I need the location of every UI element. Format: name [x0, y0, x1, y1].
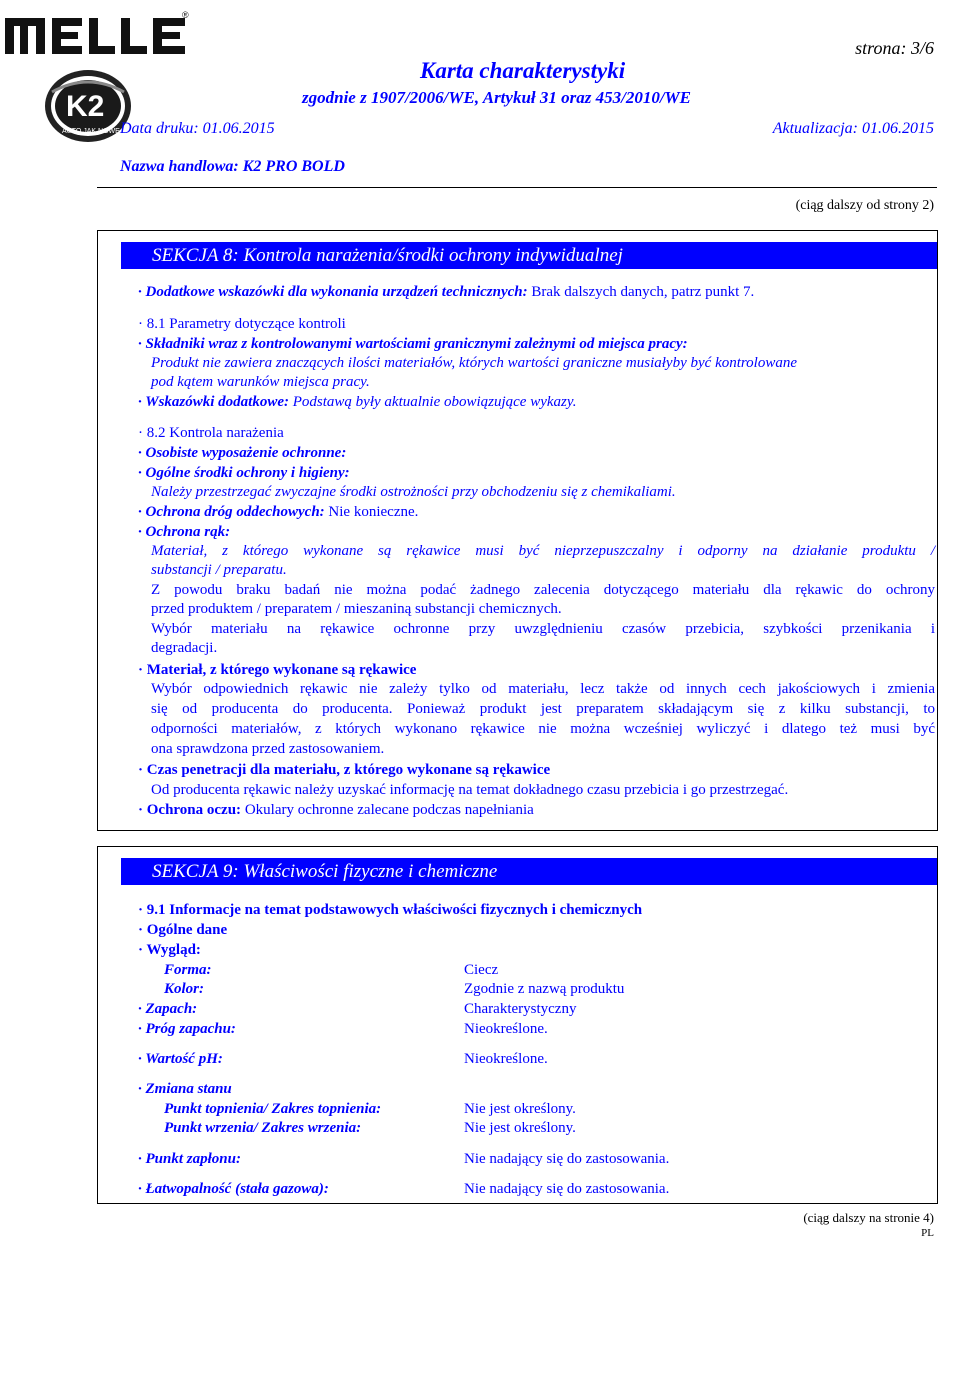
section-9-heading: SEKCJA 9: Właściwości fizyczne i chemiczne [121, 858, 937, 885]
penetration-time-text: Od producenta rękawic należy uzyskać informację na temat dokładnego czasu przebicia i go przestrzegać. [151, 782, 789, 798]
general-data-label: · Ogólne dane [138, 922, 228, 938]
hand-protection-text-5: Wybór materiału na rękawice ochronne przy uwzględnieniu czasów przebicia, szybkości przenikania i [151, 621, 935, 637]
flash-point-label: · Punkt zapłonu: [138, 1151, 241, 1167]
subsection-8-1-title: · 8.1 Parametry dotyczące kontroli [138, 316, 346, 332]
odor-threshold-value: Nieokreślone. [464, 1021, 548, 1037]
penetration-time-label: · Czas penetracji dla materiału, z którego wykonane są rękawice [138, 762, 551, 778]
boiling-point-value: Nie jest określony. [464, 1120, 576, 1136]
melting-point-label: Punkt topnienia/ Zakres topnienia: [164, 1101, 382, 1117]
continued-to-note: (ciąg dalszy na stronie 4) [803, 1210, 934, 1225]
odor-threshold-label: · Próg zapachu: [138, 1021, 236, 1037]
odor-value: Charakterystyczny [464, 1001, 577, 1017]
color-label: Kolor: [164, 981, 205, 997]
components-label: · Składniki wraz z kontrolowanymi wartościami granicznymi zależnymi od miejsca pracy: [138, 336, 688, 352]
document-title: Karta charakterystyki [420, 58, 626, 83]
regulation-reference: zgodnie z 1907/2006/WE, Artykuł 31 oraz 453/2010/WE [302, 88, 692, 107]
hand-protection-text-2: substancji / preparatu. [151, 562, 287, 578]
subsection-8-2-title: · 8.2 Kontrola narażenia [138, 425, 284, 441]
hand-protection-text-3: Z powodu braku badań nie można podać żadnego zalecenia dotyczącego materiału dla rękawic do ochrony [151, 582, 935, 598]
eye-protection-value: Okulary ochronne zalecane podczas napełniania [241, 802, 534, 818]
section-9-box [97, 846, 938, 1204]
logo-tagline: AUTO JAK NOWE [62, 128, 120, 135]
melting-point-value: Nie jest określony. [464, 1101, 576, 1117]
section-8-heading: SEKCJA 8: Kontrola narażenia/środki ochrony indywidualnej [121, 242, 937, 269]
additional-hints-label: · Wskazówki dodatkowe: [138, 394, 289, 410]
technical-hints [138, 284, 754, 301]
eye-protection-label: · Ochrona oczu: [138, 802, 242, 818]
appearance-label: · Wygląd: [138, 942, 201, 958]
respiratory-value: Nie konieczne. [324, 504, 419, 520]
hand-protection-text-1: Materiał, z którego wykonane są rękawice musi być nieprzepuszczalny i odporny na działanie produktu / [151, 543, 935, 559]
odor-label: · Zapach: [138, 1001, 198, 1017]
trade-name: Nazwa handlowa: K2 PRO BOLD [120, 158, 345, 175]
page-number: strona: 3/6 [855, 38, 934, 58]
section-8-box [97, 230, 938, 831]
continued-from-note: (ciąg dalszy od strony 2) [795, 198, 934, 213]
hand-protection-label: · Ochrona rąk: [138, 524, 231, 540]
general-hygiene-text: Należy przestrzegać zwyczajne środki ostrożności przy obchodzeniu się z chemikaliami. [151, 484, 676, 500]
flash-point-value: Nie nadający się do zastosowania. [464, 1151, 670, 1167]
glove-material-text-1: Wybór odpowiednich rękawic nie zależy tylko od materiału, lecz także od innych cech jakościowych i zmienia [151, 681, 935, 697]
update-date: Aktualizacja: 01.06.2015 [772, 120, 934, 137]
form-label: Forma: [164, 962, 212, 978]
flammability-value: Nie nadający się do zastosowania. [464, 1181, 670, 1197]
technical-hints-value: Brak dalszych danych, patrz punkt 7. [527, 284, 755, 300]
header-divider [97, 187, 937, 188]
respiratory-protection [138, 504, 418, 521]
eye-protection [138, 802, 534, 819]
ppe-label: · Osobiste wyposażenie ochronne: [138, 445, 347, 461]
k2-mark: K2 [66, 90, 105, 123]
general-hygiene-label: · Ogólne środki ochrony i higieny: [138, 465, 350, 481]
form-value: Ciecz [464, 962, 499, 978]
registered-mark: ® [182, 10, 189, 20]
additional-hints [138, 394, 576, 411]
glove-material-text-4: ona sprawdzona przed zastosowaniem. [151, 741, 385, 757]
respiratory-label: · Ochrona dróg oddechowych: [138, 504, 325, 520]
language-code: PL [921, 1227, 934, 1239]
components-text-2: pod kątem warunków miejsca pracy. [151, 374, 370, 390]
hand-protection-text-6: degradacji. [151, 640, 218, 656]
additional-hints-value: Podstawą były aktualnie obowiązujące wykazy. [289, 394, 577, 410]
flammability-label: · Łatwopalność (stała gazowa): [138, 1181, 329, 1197]
subsection-9-1-title: · 9.1 Informacje na temat podstawowych właściwości fizycznych i chemicznych [138, 902, 643, 918]
state-change-label: · Zmiana stanu [138, 1081, 232, 1097]
ph-value: Nieokreślone. [464, 1051, 548, 1067]
glove-material-text-2: się od producenta do producenta. Ponieważ produkt jest preparatem składającym się z kilku substancji, to [151, 701, 935, 717]
boiling-point-label: Punkt wrzenia/ Zakres wrzenia: [164, 1120, 362, 1136]
technical-hints-label: · Dodatkowe wskazówki dla wykonania urządzeń technicznych: [138, 284, 528, 300]
ph-label: · Wartość pH: [138, 1051, 223, 1067]
glove-material-text-3: odporności materiałów, z których wykonano rękawice nie można wcześniej wyliczyć i dlatego też musi być [151, 721, 935, 737]
glove-material-label: · Materiał, z którego wykonane są rękawice [138, 662, 417, 678]
components-text-1: Produkt nie zawiera znaczących ilości materiałów, których wartości graniczne musiałyby być kontrolowane [151, 355, 798, 371]
color-value: Zgodnie z nazwą produktu [464, 981, 625, 997]
hand-protection-text-4: przed produktem / preparatem / mieszaniną substancji chemicznych. [151, 601, 562, 617]
print-date: Data druku: 01.06.2015 [120, 120, 275, 137]
